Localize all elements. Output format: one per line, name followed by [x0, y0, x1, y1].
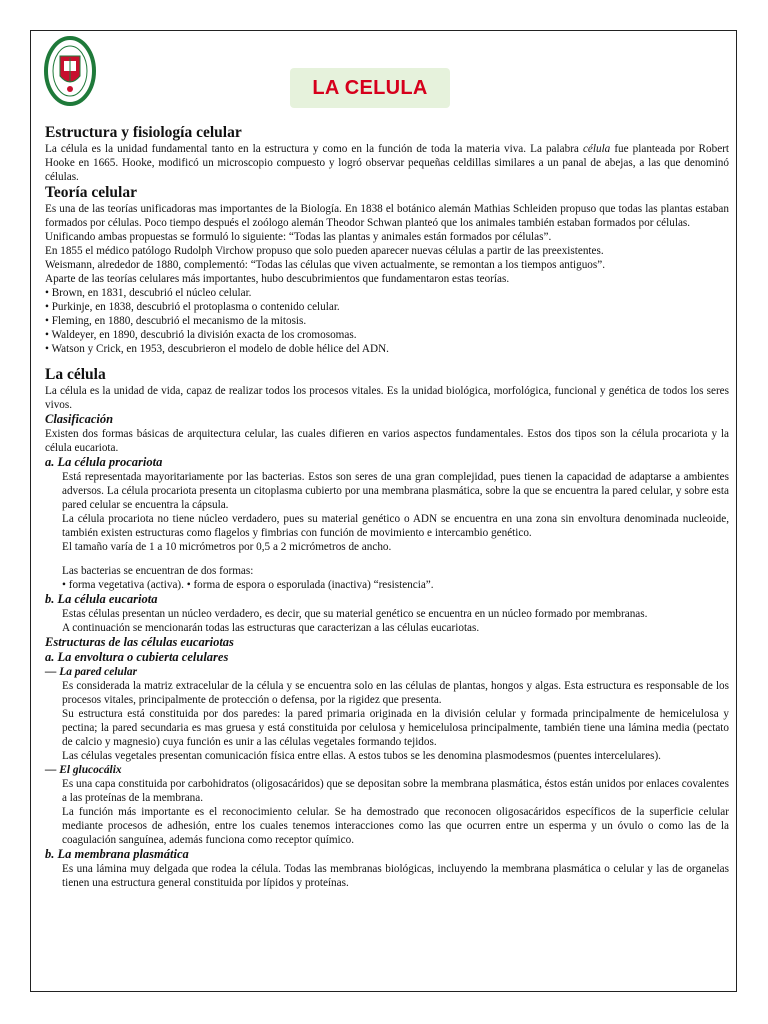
paragraph: Las bacterias se encuentran de dos formas: — [62, 565, 254, 577]
paragraph: Existen dos formas básicas de arquitectura celular, las cuales difieren en varios aspectos fundamentales. Estos dos tipos son la célula procariota y la célula eucariota. — [45, 428, 729, 454]
section-heading-teoria: Teoría celular — [45, 184, 137, 201]
subheading-eucariota: b. La célula eucariota — [45, 592, 158, 606]
paragraph: Aparte de las teorías celulares más importantes, hubo descubrimientos que fundamentaron estas teorías. — [45, 273, 510, 285]
document-body — [45, 124, 729, 890]
paragraph: Es una lámina muy delgada que rodea la célula. Todas las membranas biológicas, incluyendo la membrana plasmática o celular y las de organelas tienen una estructura general constituida por lípidos y proteínas. — [62, 863, 729, 889]
paragraph: Es considerada la matriz extracelular de la célula y se encuentra solo en las células de plantas, hongos y algas. Esta estructura es responsable de los procesos vitales, principalmente de protección o defensa, por la rigidez que presenta. — [62, 680, 729, 706]
paragraph: La célula procariota no tiene núcleo verdadero, pues su material genético o ADN se encuentra en una zona sin envoltura denominada nucleoide, también existen estructuras como flagelos y fimbrias con función de movimiento e intercambio genético. — [62, 513, 729, 539]
list-item: • Waldeyer, en 1890, descubrió la división exacta de los cromosomas. — [45, 329, 357, 341]
subheading-estructuras: Estructuras de las células eucariotas — [45, 635, 234, 649]
paragraph: Unificando ambas propuestas se formuló lo siguiente: “Todas las plantas y animales están formados por células”. — [45, 231, 552, 243]
paragraph: • forma vegetativa (activa). • forma de espora o esporulada (inactiva) “resistencia”. — [62, 579, 434, 591]
paragraph: Está representada mayoritariamente por las bacterias. Estos son seres de una gran complejidad, pues tienen la capacidad de adaptarse a ambientes adversos. La célula procariota presenta un citoplasma cubierto por una membrana plasmática, sobre la que se encuentra la pared celular, y sobre esta pared celular se encuentra la cápsula. — [62, 471, 729, 511]
paragraph: Weismann, alrededor de 1880, complementó: “Todas las células que viven actualmente, se remontan a los tiempos antiguos”. — [45, 259, 606, 271]
page-title: LA CELULA — [312, 76, 428, 99]
subheading-envoltura: a. La envoltura o cubierta celulares — [45, 650, 229, 664]
paragraph: Estas células presentan un núcleo verdadero, es decir, que su material genético se encuentra en un núcleo formado por membranas. — [62, 608, 648, 620]
subheading-glucocalix: — El glucocálix — [45, 764, 122, 776]
school-crest-logo — [44, 36, 96, 106]
list-item: • Purkinje, en 1838, descubrió el protoplasma o contenido celular. — [45, 301, 340, 313]
list-item: • Fleming, en 1880, descubrió el mecanismo de la mitosis. — [45, 315, 307, 327]
paragraph: Su estructura está constituida por dos paredes: la pared primaria originada en la división celular y formada principalmente de hemicelulosa y pectina; la pared secundaria es mas gruesa y está constituida por celulosa y hemicelulosa principalmente, también tiene una lámina media (pectato de calcio y magnesio) cuya función es unir a las células vegetales formando tejidos. — [62, 708, 729, 748]
paragraph: Las células vegetales presentan comunicación física entre ellas. A estos tubos se les denomina plasmodesmos (puentes intercelulares). — [62, 750, 661, 762]
list-item: • Watson y Crick, en 1953, descubrieron el modelo de doble hélice del ADN. — [45, 343, 389, 355]
paragraph: Es una de las teorías unificadoras mas importantes de la Biología. En 1838 el botánico alemán Mathias Schleiden propuso que todas las plantas estaban formados por células. Poco tiempo después el zoólogo alemán Theodor Schwan planteó que los animales también estaban formados por células. — [45, 203, 729, 229]
list-item: • Brown, en 1831, descubrió el núcleo celular. — [45, 287, 252, 299]
subheading-procariota: a. La célula procariota — [45, 455, 163, 469]
paragraph: En 1855 el médico patólogo Rudolph Virchow propuso que solo pueden aparecer nuevas células a partir de las preexistentes. — [45, 245, 604, 257]
paragraph: A continuación se mencionarán todas las estructuras que caracterizan a las células eucariotas. — [62, 622, 480, 634]
title-banner — [290, 68, 450, 108]
paragraph: La función más importante es el reconocimiento celular. Se ha demostrado que reconocen oligosacáridos específicos de la superficie celular mediante procesos de adhesión, entre los cuales tenemos interacciones como las que ocurren entre un esperma y un óvulo o como las de la coagulación sanguínea, además funciona como receptor químico. — [62, 806, 729, 846]
subheading-membrana: b. La membrana plasmática — [45, 847, 189, 861]
subheading-clasificacion: Clasificación — [45, 412, 114, 426]
paragraph: La célula es la unidad fundamental tanto en la estructura y como en la función de toda la materia viva. La palabra célula fue planteada por Robert Hooke en 1665. Hooke, modificó un microscopio compuesto y logró observar pequeñas celdillas similares a un panal de abejas, a las que denominó células. — [45, 143, 729, 183]
paragraph: La célula es la unidad de vida, capaz de realizar todos los procesos vitales. Es la unidad biológica, morfológica, funcional y genética de todos los seres vivos. — [45, 385, 729, 411]
paragraph: El tamaño varía de 1 a 10 micrómetros por 0,5 a 2 micrómetros de ancho. — [62, 541, 392, 553]
paragraph: Es una capa constituida por carbohidratos (oligosacáridos) que se depositan sobre la membrana plasmática, éstos están unidos por enlaces covalentes a las proteínas de la membrana. — [62, 778, 729, 804]
section-heading-estructura: Estructura y fisiología celular — [45, 124, 242, 141]
spacer — [45, 554, 729, 564]
subheading-pared-celular: — La pared celular — [45, 666, 138, 678]
section-heading-la-celula: La célula — [45, 366, 106, 383]
